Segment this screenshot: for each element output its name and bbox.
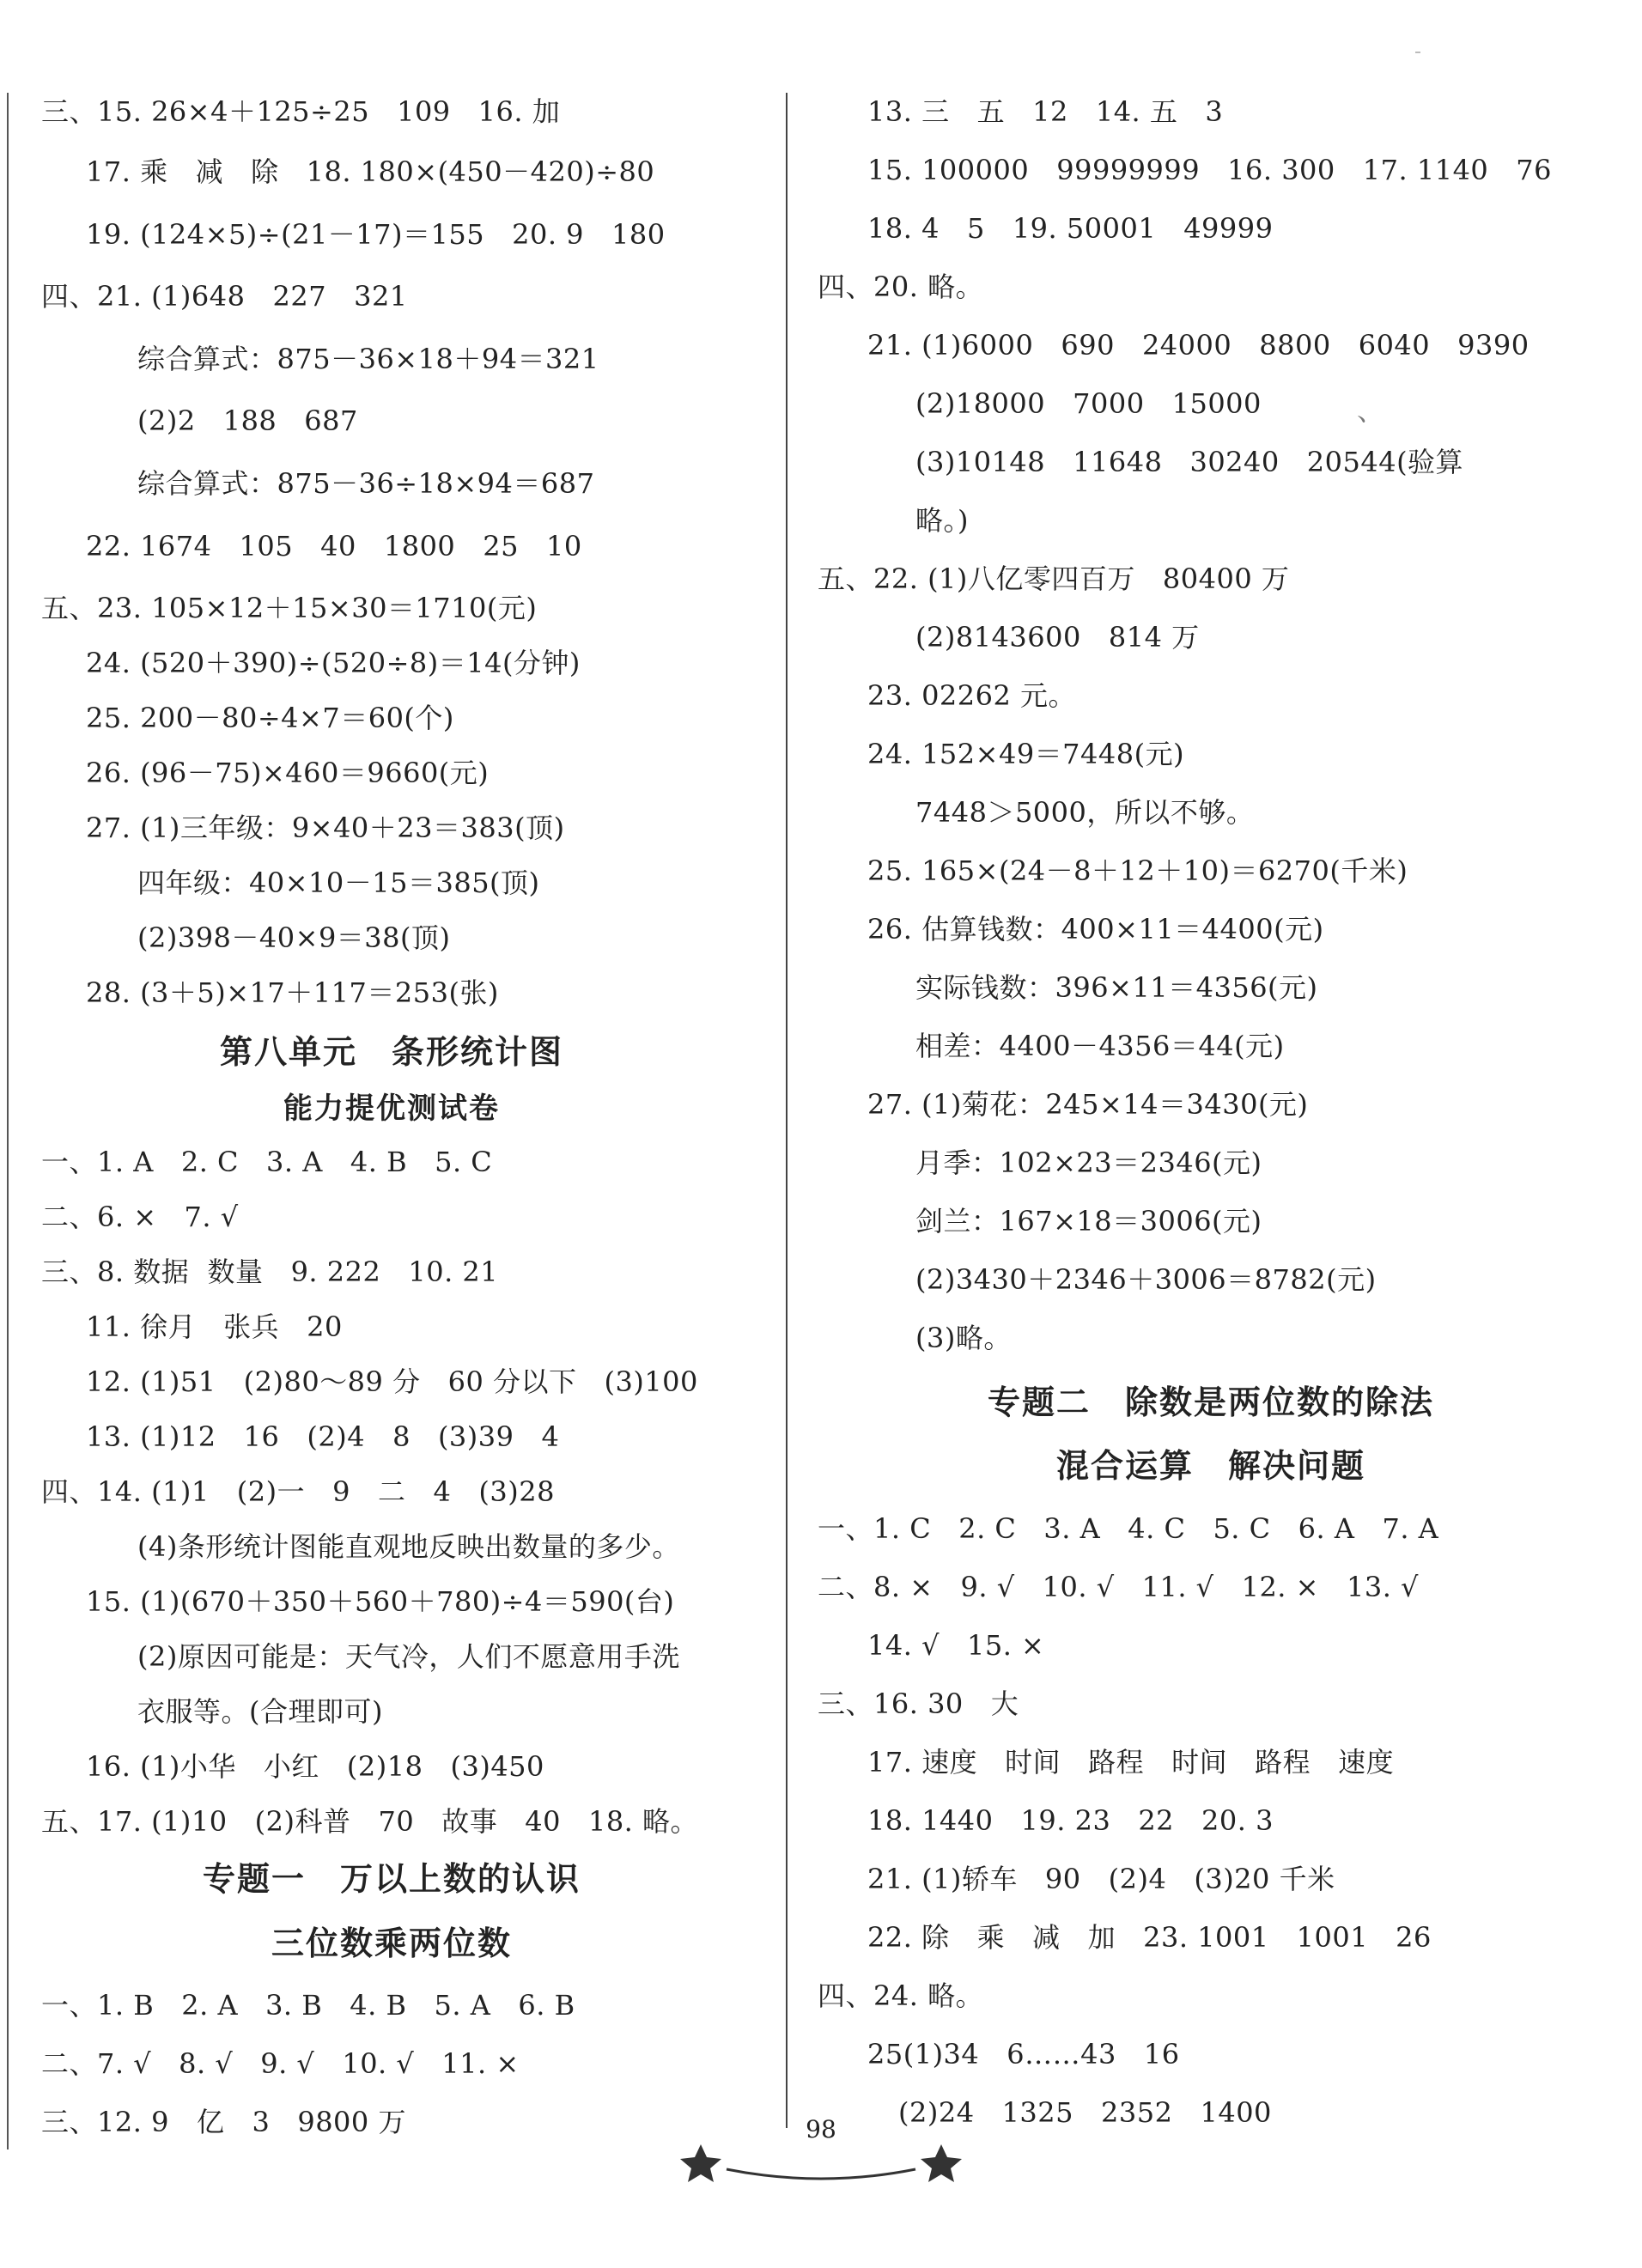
right-answer-line: 25. 165×(24－8＋12＋10)＝6270(千米): [867, 854, 1408, 887]
right-answer-line: 14. √ 15. ×: [867, 1629, 1045, 1662]
left-answer-line: 四、21. (1)648 227 321: [41, 280, 408, 313]
right-answer-line: 月季：102×23＝2346(元): [915, 1146, 1262, 1179]
right-answer-line: 实际钱数：396×11＝4356(元): [915, 971, 1318, 1004]
left-answer-line: 16. (1)小华 小红 (2)18 (3)450: [86, 1750, 544, 1783]
left-answer-line: 五、17. (1)10 (2)科普 70 故事 40 18. 略。: [41, 1805, 699, 1838]
left-answer-line: 22. 1674 105 40 1800 25 10: [86, 530, 582, 562]
right-answer-line: 23. 02262 元。: [867, 679, 1077, 712]
column-divider: [786, 93, 788, 2128]
right-answer-line: (2)24 1325 2352 1400: [898, 2096, 1272, 2129]
right-answer-line: 21. (1)6000 690 24000 8800 6040 9390: [867, 329, 1529, 362]
right-section-heading: 混合运算 解决问题: [1055, 1447, 1365, 1485]
right-answer-line: 三、16. 30 大: [818, 1687, 1019, 1720]
right-star-icon: [921, 2144, 962, 2182]
left-answer-line: (4)条形统计图能直观地反映出数量的多少。: [137, 1530, 680, 1563]
stray-punctuation-mark: 、: [1357, 394, 1385, 427]
left-answer-line: 二、7. √ 8. √ 9. √ 10. √ 11. ×: [41, 2047, 520, 2080]
left-answer-line: 三、15. 26×4＋125÷25 109 16. 加: [41, 95, 561, 128]
right-answer-line: (3)略。: [915, 1322, 1012, 1354]
left-answer-line: 三、8. 数据 数量 9. 222 10. 21: [41, 1256, 499, 1288]
star-ornament-icon: [675, 2140, 967, 2183]
page-footer: [0, 2114, 1642, 2209]
left-star-icon: [680, 2144, 721, 2182]
scan-mark: [1415, 52, 1420, 53]
right-answer-line: (2)18000 7000 15000: [915, 387, 1262, 420]
left-section-heading: 能力提优测试卷: [283, 1091, 500, 1126]
left-answer-line: 一、1. B 2. A 3. B 4. B 5. A 6. B: [41, 1989, 575, 2022]
left-margin-rule: [7, 93, 9, 2149]
right-answer-line: (2)8143600 814 万: [915, 621, 1200, 654]
left-answer-line: 15. (1)(670＋350＋560＋780)÷4＝590(台): [86, 1585, 675, 1618]
right-answer-line: 一、1. C 2. C 3. A 4. C 5. C 6. A 7. A: [818, 1512, 1439, 1545]
left-answer-line: 27. (1)三年级：9×40＋23＝383(顶): [86, 812, 565, 844]
right-answer-line: 四、24. 略。: [818, 1979, 984, 2012]
right-answer-line: 相差：4400－4356＝44(元): [915, 1030, 1285, 1062]
left-answer-line: 五、23. 105×12＋15×30＝1710(元): [41, 592, 538, 624]
right-answer-line: 17. 速度 时间 路程 时间 路程 速度: [867, 1746, 1395, 1779]
left-answer-line: 28. (3＋5)×17＋117＝253(张): [86, 976, 499, 1009]
left-answer-line: 26. (96－75)×460＝9660(元): [86, 757, 490, 789]
right-answer-line: 26. 估算钱数：400×11＝4400(元): [867, 913, 1324, 946]
right-answer-line: 22. 除 乘 减 加 23. 1001 1001 26: [867, 1921, 1432, 1954]
right-answer-line: 五、22. (1)八亿零四百万 80400 万: [818, 562, 1290, 595]
left-answer-line: (2)2 188 687: [137, 404, 358, 437]
right-answer-line: 24. 152×49＝7448(元): [867, 738, 1185, 770]
left-answer-line: 综合算式：875－36×18＋94＝321: [137, 343, 599, 375]
left-answer-line: 24. (520＋390)÷(520÷8)＝14(分钟): [86, 647, 581, 679]
left-answer-line: 13. (1)12 16 (2)4 8 (3)39 4: [86, 1420, 560, 1453]
left-answer-line: 25. 200－80÷4×7＝60(个): [86, 702, 454, 734]
page-number: 98: [806, 2115, 836, 2143]
left-answer-line: 一、1. A 2. C 3. A 4. B 5. C: [41, 1146, 493, 1178]
left-answer-line: 12. (1)51 (2)80～89 分 60 分以下 (3)100: [86, 1365, 698, 1398]
left-section-heading: 专题一 万以上数的认识: [202, 1860, 581, 1898]
right-answer-line: 18. 1440 19. 23 22 20. 3: [867, 1804, 1274, 1837]
right-answer-line: 四、20. 略。: [818, 271, 984, 303]
left-answer-line: 衣服等。(合理即可): [137, 1695, 383, 1728]
right-answer-line: 21. (1)轿车 90 (2)4 (3)20 千米: [867, 1863, 1335, 1895]
left-section-heading: 三位数乘两位数: [271, 1924, 512, 1962]
right-answer-line: (3)10148 11648 30240 20544(验算: [915, 446, 1464, 478]
right-answer-line: 27. (1)菊花：245×14＝3430(元): [867, 1088, 1309, 1121]
right-answer-line: 25(1)34 6……43 16: [867, 2038, 1180, 2070]
right-answer-line: 7448＞5000，所以不够。: [915, 796, 1255, 829]
right-answer-line: 二、8. × 9. √ 10. √ 11. √ 12. × 13. √: [818, 1571, 1419, 1603]
left-answer-line: 三、12. 9 亿 3 9800 万: [41, 2106, 406, 2138]
right-answer-line: (2)3430＋2346＋3006＝8782(元): [915, 1263, 1377, 1296]
left-answer-line: (2)原因可能是：天气冷，人们不愿意用手洗: [137, 1640, 680, 1673]
right-answer-line: 略。): [915, 504, 969, 537]
right-answer-line: 15. 100000 99999999 16. 300 17. 1140 76: [867, 154, 1553, 186]
right-answer-line: 13. 三 五 12 14. 五 3: [867, 95, 1224, 128]
left-answer-line: 二、6. × 7. √: [41, 1201, 239, 1233]
left-answer-line: 11. 徐月 张兵 20: [86, 1310, 343, 1343]
left-section-heading: 第八单元 条形统计图: [219, 1033, 563, 1071]
left-answer-line: 四、14. (1)1 (2)一 9 二 4 (3)28: [41, 1475, 555, 1508]
left-answer-line: 综合算式：875－36÷18×94＝687: [137, 467, 595, 500]
left-answer-line: 19. (124×5)÷(21－17)＝155 20. 9 180: [86, 218, 666, 251]
left-answer-line: (2)398－40×9＝38(顶): [137, 921, 451, 954]
right-section-heading: 专题二 除数是两位数的除法: [987, 1383, 1434, 1421]
left-answer-line: 四年级：40×10－15＝385(顶): [137, 866, 540, 899]
left-answer-line: 17. 乘 减 除 18. 180×(450－420)÷80: [86, 155, 655, 188]
right-answer-line: 18. 4 5 19. 50001 49999: [867, 212, 1274, 245]
swoosh-icon: [727, 2169, 915, 2179]
right-answer-line: 剑兰：167×18＝3006(元): [915, 1205, 1262, 1237]
